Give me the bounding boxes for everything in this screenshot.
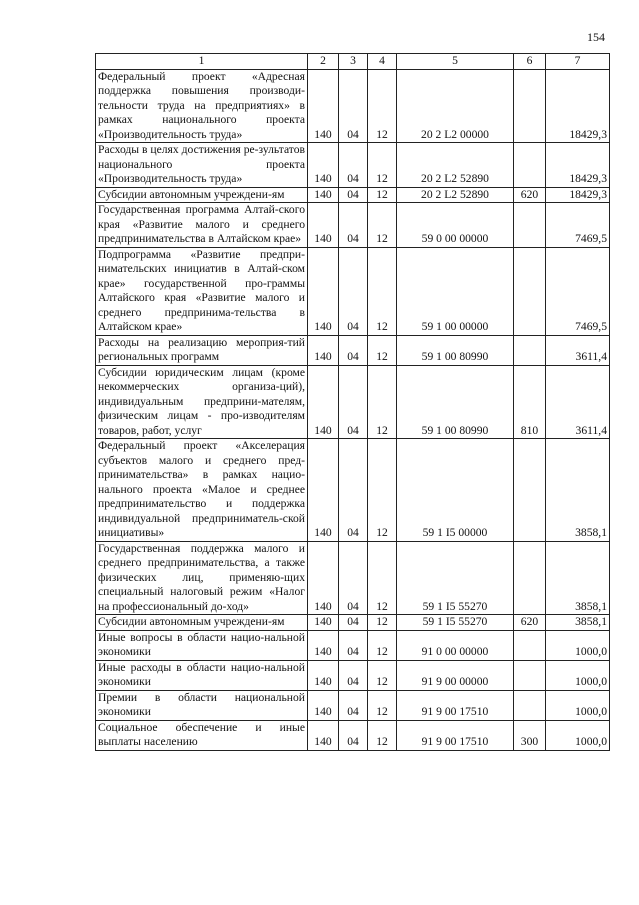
- subsection-cell: 12: [368, 365, 397, 439]
- admin-code-cell: 140: [308, 630, 339, 660]
- expense-type-cell: 620: [514, 615, 546, 631]
- subsection-cell: 12: [368, 690, 397, 720]
- table-row: [96, 365, 610, 439]
- subsection-cell: 12: [368, 439, 397, 542]
- section-cell: 04: [339, 69, 368, 143]
- expense-type-cell: [514, 203, 546, 248]
- column-header: 4: [368, 54, 397, 70]
- subsection-cell: 12: [368, 615, 397, 631]
- admin-code-cell: 140: [308, 660, 339, 690]
- table-row: [96, 69, 610, 143]
- target-article-cell: 20 2 L2 00000: [397, 69, 514, 143]
- amount-cell: 7469,5: [546, 203, 610, 248]
- table-row: [96, 247, 610, 335]
- expense-type-cell: [514, 69, 546, 143]
- row-name-cell: Федеральный проект «Акселерация субъектов малого и среднего пред-принимательства» в рамках нацио-нального проекта «Малое и среднее предпринимательство и поддержка индивидуальной предприниматель-ской инициативы»: [96, 439, 308, 542]
- expense-type-cell: [514, 630, 546, 660]
- expense-type-cell: [514, 660, 546, 690]
- amount-cell: 1000,0: [546, 720, 610, 750]
- subsection-cell: 12: [368, 630, 397, 660]
- table-row: [96, 203, 610, 248]
- subsection-cell: 12: [368, 541, 397, 615]
- table-row: [96, 660, 610, 690]
- subsection-cell: 12: [368, 247, 397, 335]
- table-row: [96, 630, 610, 660]
- row-name-cell: Государственная поддержка малого и среднего предпринимательства, а также физических лиц, применяю-щих специальный налоговый режим «Налог на профессиональный до-ход»: [96, 541, 308, 615]
- amount-cell: 18429,3: [546, 187, 610, 203]
- expense-type-cell: [514, 143, 546, 188]
- expense-type-cell: [514, 335, 546, 365]
- target-article-cell: 59 1 00 80990: [397, 365, 514, 439]
- row-name-cell: Федеральный проект «Адресная поддержка повышения производи-тельности труда на предприятиях» в рамках национального проекта «Производительность труда»: [96, 69, 308, 143]
- section-cell: 04: [339, 660, 368, 690]
- amount-cell: 18429,3: [546, 143, 610, 188]
- table-row: [96, 143, 610, 188]
- column-header: 7: [546, 54, 610, 70]
- amount-cell: 3858,1: [546, 541, 610, 615]
- amount-cell: 3858,1: [546, 615, 610, 631]
- expense-type-cell: 300: [514, 720, 546, 750]
- section-cell: 04: [339, 143, 368, 188]
- target-article-cell: 20 2 L2 52890: [397, 143, 514, 188]
- row-name-cell: Расходы в целях достижения ре-зультатов национального проекта «Производительность труда»: [96, 143, 308, 188]
- expense-type-cell: [514, 247, 546, 335]
- expense-type-cell: [514, 439, 546, 542]
- subsection-cell: 12: [368, 69, 397, 143]
- expense-type-cell: 810: [514, 365, 546, 439]
- admin-code-cell: 140: [308, 335, 339, 365]
- target-article-cell: 59 0 00 00000: [397, 203, 514, 248]
- target-article-cell: 59 1 00 00000: [397, 247, 514, 335]
- row-name-cell: Премии в области национальной экономики: [96, 690, 308, 720]
- amount-cell: 3611,4: [546, 335, 610, 365]
- section-cell: 04: [339, 247, 368, 335]
- admin-code-cell: 140: [308, 720, 339, 750]
- row-name-cell: Подпрограмма «Развитие предпри-нимательских инициатив в Алтай-ском крае» государственной про-граммы Алтайского края «Развитие малого и среднего предпринима-тельства в Алтайском крае»: [96, 247, 308, 335]
- row-name-cell: Субсидии юридическим лицам (кроме некоммерческих организа-ций), индивидуальным предприни-мателям, физическим лицам - про-изводителям товаров, работ, услуг: [96, 365, 308, 439]
- table-row: [96, 541, 610, 615]
- section-cell: 04: [339, 630, 368, 660]
- column-header: 5: [397, 54, 514, 70]
- section-cell: 04: [339, 335, 368, 365]
- subsection-cell: 12: [368, 143, 397, 188]
- amount-cell: 1000,0: [546, 690, 610, 720]
- section-cell: 04: [339, 203, 368, 248]
- table-row: [96, 615, 610, 631]
- row-name-cell: Расходы на реализацию мероприя-тий региональных программ: [96, 335, 308, 365]
- table-row: [96, 720, 610, 750]
- expense-type-cell: [514, 690, 546, 720]
- admin-code-cell: 140: [308, 143, 339, 188]
- section-cell: 04: [339, 720, 368, 750]
- section-cell: 04: [339, 439, 368, 542]
- subsection-cell: 12: [368, 187, 397, 203]
- subsection-cell: 12: [368, 660, 397, 690]
- amount-cell: 1000,0: [546, 660, 610, 690]
- row-name-cell: Субсидии автономным учреждени-ям: [96, 615, 308, 631]
- table-row: [96, 187, 610, 203]
- section-cell: 04: [339, 615, 368, 631]
- target-article-cell: 91 9 00 17510: [397, 690, 514, 720]
- section-cell: 04: [339, 541, 368, 615]
- admin-code-cell: 140: [308, 203, 339, 248]
- column-header: 6: [514, 54, 546, 70]
- table-header-row: [96, 54, 610, 70]
- admin-code-cell: 140: [308, 439, 339, 542]
- section-cell: 04: [339, 187, 368, 203]
- budget-table: [95, 53, 610, 751]
- subsection-cell: 12: [368, 335, 397, 365]
- admin-code-cell: 140: [308, 615, 339, 631]
- row-name-cell: Иные расходы в области нацио-нальной экономики: [96, 660, 308, 690]
- table-row: [96, 690, 610, 720]
- column-header: 1: [96, 54, 308, 70]
- section-cell: 04: [339, 365, 368, 439]
- subsection-cell: 12: [368, 203, 397, 248]
- admin-code-cell: 140: [308, 69, 339, 143]
- row-name-cell: Иные вопросы в области нацио-нальной экономики: [96, 630, 308, 660]
- amount-cell: 3858,1: [546, 439, 610, 542]
- target-article-cell: 91 9 00 00000: [397, 660, 514, 690]
- row-name-cell: Субсидии автономным учреждени-ям: [96, 187, 308, 203]
- expense-type-cell: [514, 541, 546, 615]
- target-article-cell: 20 2 L2 52890: [397, 187, 514, 203]
- page-number: 154: [587, 30, 605, 44]
- target-article-cell: 91 9 00 17510: [397, 720, 514, 750]
- admin-code-cell: 140: [308, 690, 339, 720]
- admin-code-cell: 140: [308, 247, 339, 335]
- amount-cell: 7469,5: [546, 247, 610, 335]
- table-row: [96, 439, 610, 542]
- column-header: 3: [339, 54, 368, 70]
- target-article-cell: 59 1 I5 00000: [397, 439, 514, 542]
- amount-cell: 3611,4: [546, 365, 610, 439]
- amount-cell: 1000,0: [546, 630, 610, 660]
- target-article-cell: 91 0 00 00000: [397, 630, 514, 660]
- admin-code-cell: 140: [308, 365, 339, 439]
- column-header: 2: [308, 54, 339, 70]
- section-cell: 04: [339, 690, 368, 720]
- target-article-cell: 59 1 00 80990: [397, 335, 514, 365]
- admin-code-cell: 140: [308, 541, 339, 615]
- row-name-cell: Государственная программа Алтай-ского края «Развитие малого и среднего предпринимательства в Алтайском крае»: [96, 203, 308, 248]
- row-name-cell: Социальное обеспечение и иные выплаты населению: [96, 720, 308, 750]
- target-article-cell: 59 1 I5 55270: [397, 615, 514, 631]
- expense-type-cell: 620: [514, 187, 546, 203]
- amount-cell: 18429,3: [546, 69, 610, 143]
- table-row: [96, 335, 610, 365]
- admin-code-cell: 140: [308, 187, 339, 203]
- target-article-cell: 59 1 I5 55270: [397, 541, 514, 615]
- subsection-cell: 12: [368, 720, 397, 750]
